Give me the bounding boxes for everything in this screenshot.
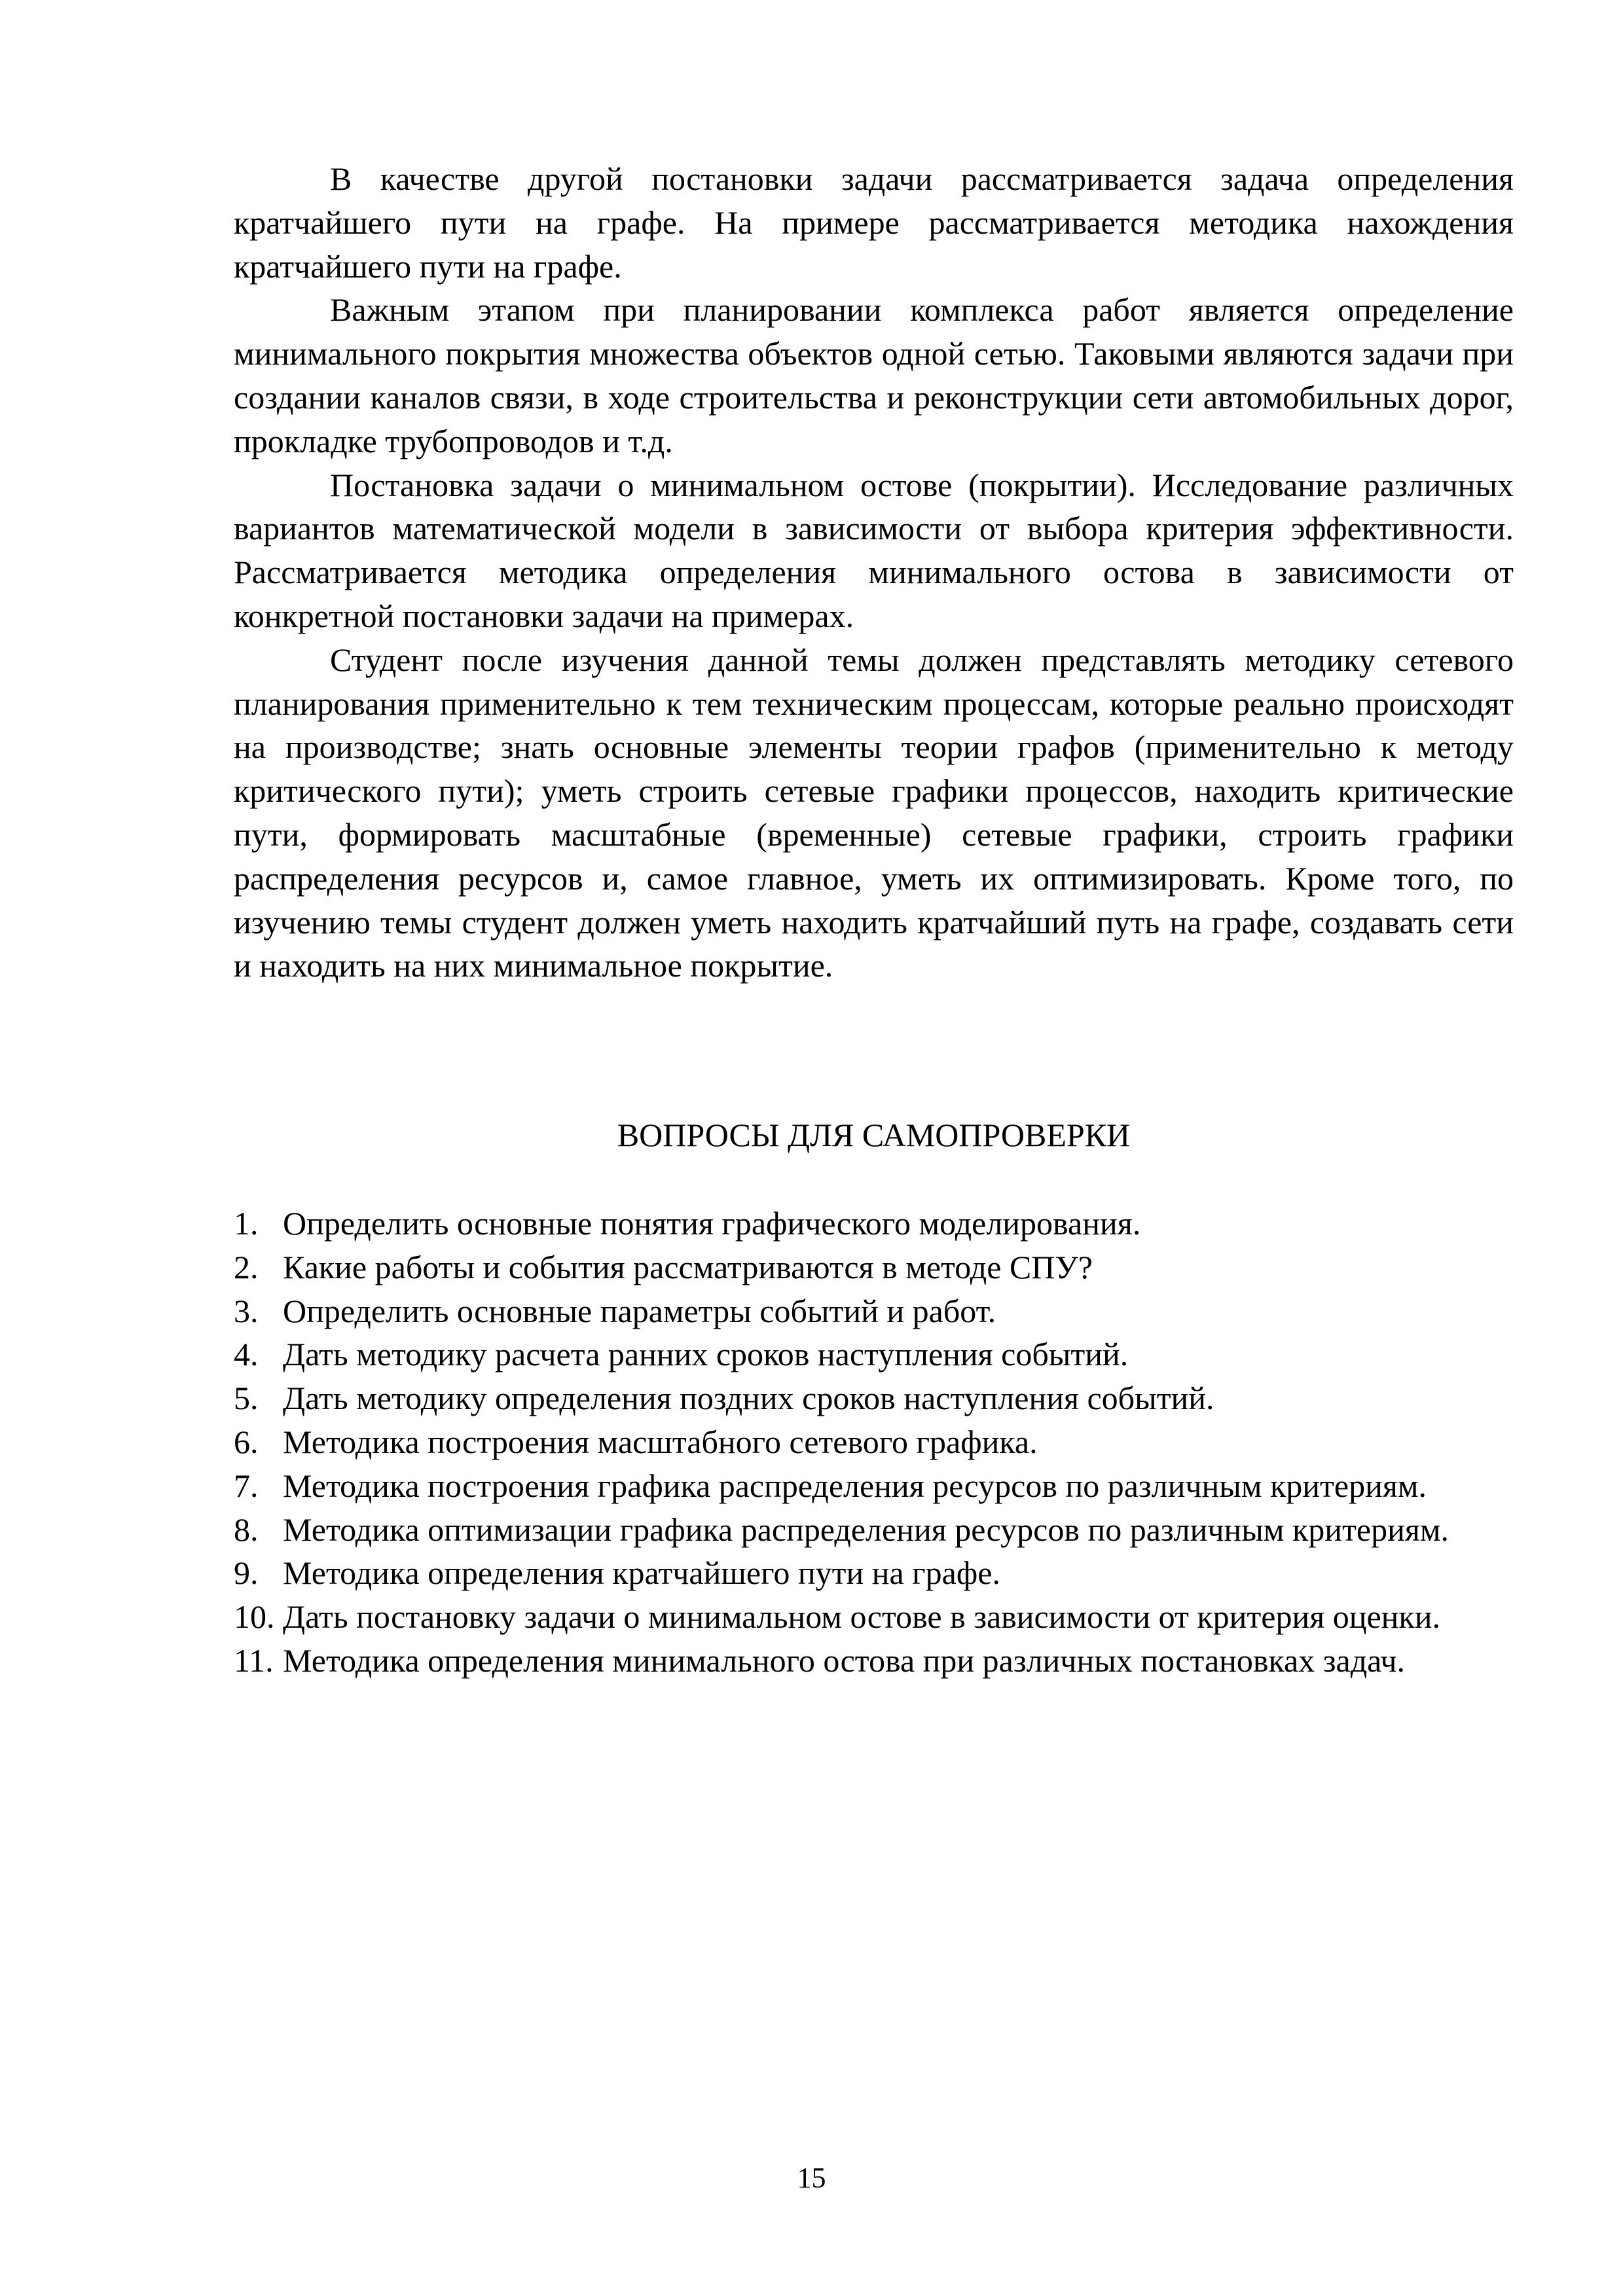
paragraph-minimal-spanning-tree: Постановка задачи о минимальном остове (покрытии). Исследование различных вариантов математической модели в зависимости от выбора критерия эффективности. Рассматривается методика определения минимального остова в зависимости от конкретной постановки задачи на примерах. (234, 466, 1514, 634)
paragraph-minimal-coverage: Важным этапом при планировании комплекса работ является определение минимального покрытия множества объектов одной сетью. Таковыми являются задачи при создании каналов связи, в ходе строительства и реконструкции сети автомобильных дорог, прокладке трубопроводов и т.д. (234, 291, 1514, 459)
list-item-number: 11. (234, 1641, 274, 1679)
list-item (234, 1376, 1514, 1420)
list-item (234, 1464, 1514, 1508)
list-item-text: Методика оптимизации графика распределения ресурсов по различным критериям. (283, 1511, 1450, 1548)
list-item-text: Дать методику определения поздних сроков наступления событий. (283, 1380, 1214, 1417)
paragraph-student-outcomes: Студент после изучения данной темы должен представлять методику сетевого планирования применительно к тем техническим процессам, которые реально происходят на производстве; знать основные элементы теории графов (применительно к методу критического пути); уметь строить сетевые графики процессов, находить критические пути, формировать масштабные (временные) сетевые графики, строить графики распределения ресурсов и, самое главное, уметь их оптимизировать. Кроме того, по изучению темы студент должен уметь находить кратчайший путь на графе, создавать сети и находить на них минимальное покрытие. (234, 641, 1514, 984)
list-item-number: 1. (234, 1204, 259, 1242)
list-item-number: 10. (234, 1598, 275, 1636)
list-item-number: 7. (234, 1467, 259, 1504)
list-item-text: Методика построения масштабного сетевого графика. (283, 1423, 1038, 1460)
list-item-text: Методика определения минимального остова при различных постановках задач. (283, 1641, 1405, 1679)
list-item-text: Какие работы и события рассматриваются в методе СПУ? (283, 1248, 1093, 1285)
list-item (234, 1246, 1514, 1289)
list-item-text: Определить основные понятия графического моделирования. (283, 1204, 1141, 1242)
list-item-number: 8. (234, 1511, 259, 1548)
list-item-number: 2. (234, 1248, 259, 1285)
section-heading: ВОПРОСЫ ДЛЯ САМОПРОВЕРКИ (617, 1117, 1131, 1154)
list-item-number: 5. (234, 1380, 259, 1417)
list-item (234, 1639, 1514, 1683)
list-item-number: 6. (234, 1423, 259, 1460)
list-item (234, 1202, 1514, 1246)
list-item-text: Дать постановку задачи о минимальном остове в зависимости от критерия оценки. (283, 1598, 1440, 1636)
page-number: 15 (797, 2162, 826, 2194)
list-item-text: Методика определения кратчайшего пути на графе. (283, 1554, 1000, 1592)
list-item-number: 4. (234, 1336, 259, 1373)
questions-list (234, 1202, 1514, 1683)
paragraph-shortest-path: В качестве другой постановки задачи рассматривается задача определения кратчайшего пути на графе. На примере рассматривается методика нахождения кратчайшего пути на графе. (234, 160, 1514, 285)
list-item (234, 1508, 1514, 1552)
list-item-number: 3. (234, 1292, 259, 1329)
list-item-text: Определить основные параметры событий и работ. (283, 1292, 996, 1329)
list-item (234, 1420, 1514, 1464)
list-item-text: Методика построения графика распределения ресурсов по различным критериям. (283, 1467, 1427, 1504)
list-item (234, 1551, 1514, 1595)
list-item (234, 1595, 1514, 1639)
list-item (234, 1333, 1514, 1376)
list-item-number: 9. (234, 1554, 259, 1592)
document-page (234, 157, 1514, 1683)
list-item-text: Дать методику расчета ранних сроков наступления событий. (283, 1336, 1129, 1373)
list-item (234, 1289, 1514, 1333)
